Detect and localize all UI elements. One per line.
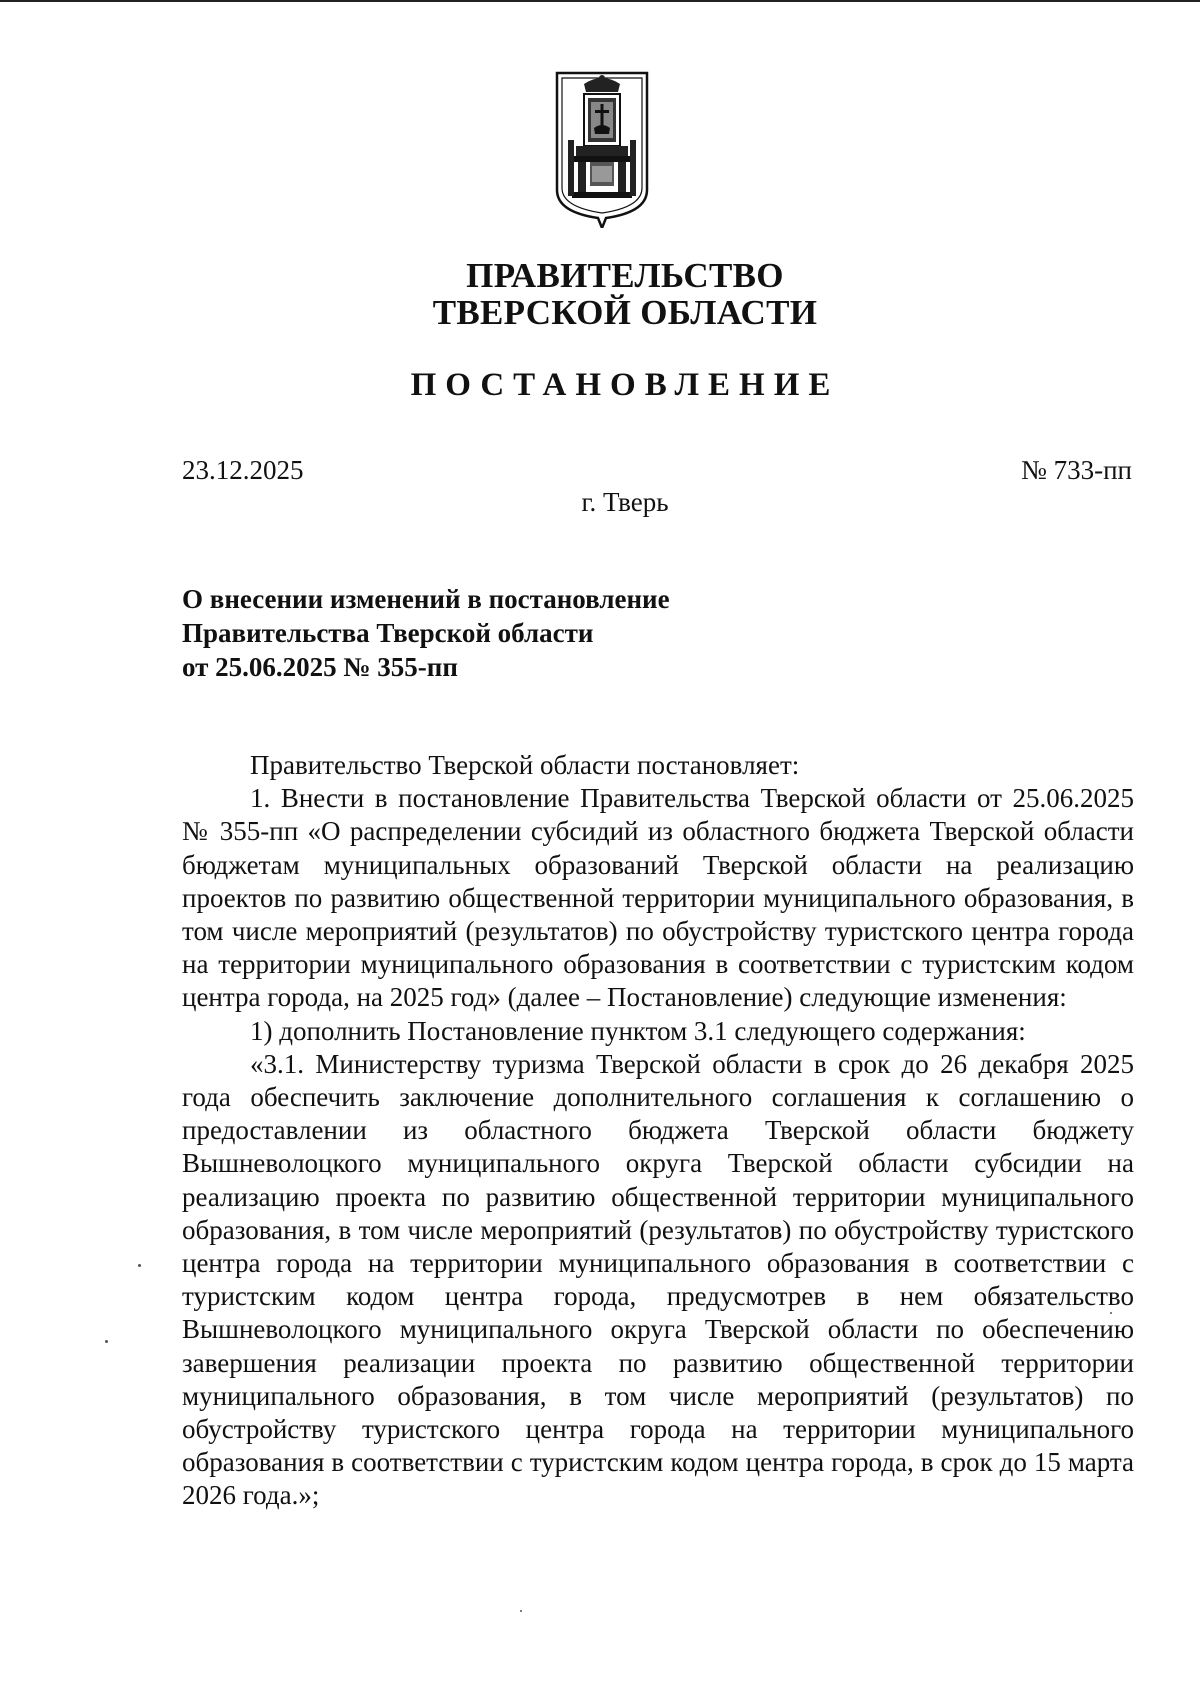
scan-speck — [138, 1264, 141, 1267]
document-type: ПОСТАНОВЛЕНИЕ — [410, 367, 840, 403]
government-title — [0, 257, 1200, 331]
item-1-paragraph: 1. Внести в постановление Правительства Тверской области от 25.06.2025 № 355-пп «О распределении субсидий из областного бюджета Тверской области бюджетам муниципальных образований Тверской области на реализацию проектов по развитию общественной территории муниципального образования, в том числе мероприятий (результатов) по обустройству туристского центра города на территории муниципального образования в соответствии с туристским кодом центра города, на 2025 год» (далее – Постановление) следующие изменения: — [182, 783, 1134, 1013]
subitem-1-paragraph: 1) дополнить Постановление пунктом 3.1 следующего содержания: — [250, 1015, 1026, 1046]
coat-of-arms-icon — [554, 70, 650, 228]
clause-3-1-paragraph: «3.1. Министерству туризма Тверской области в срок до 26 декабря 2025 года обеспечить заключение дополнительного соглашения к соглашению о предоставлении из областного бюджета Тверской области бюджету Вышневолоцкого муниципального округа Тверской области субсидии на реализацию проекта по развитию общественной территории муниципального образования, в том числе мероприятий (результатов) по обустройству туристского центра города на территории муниципального образования в соответствии с туристским кодом центра города, предусмотрев в нем обязательство Вышневолоцкого муниципального округа Тверской области по обеспечению завершения реализации проекта по развитию общественной территории муниципального образования, в том числе мероприятий (результатов) по обустройству туристского центра города на территории муниципального образования в соответствии с туристским кодом центра города, в срок до 15 марта 2026 года.»; — [182, 1048, 1134, 1511]
document-subject — [182, 582, 670, 684]
subject-line1: О внесении изменений в постановление — [182, 584, 670, 614]
document-number: № 733-пп — [1021, 455, 1132, 485]
preamble-paragraph: Правительство Тверской области постановляет: — [250, 750, 800, 780]
scan-speck — [520, 1610, 522, 1612]
scan-edge-line — [0, 0, 1200, 2]
document-city: г. Тверь — [581, 487, 669, 517]
document-body — [182, 749, 1134, 1513]
scan-speck — [1110, 1312, 1112, 1314]
scan-speck — [105, 1340, 108, 1343]
government-title-line1: ПРАВИТЕЛЬСТВО — [466, 256, 784, 295]
document-date: 23.12.2025 — [182, 455, 304, 485]
subject-line2: Правительства Тверской области — [182, 618, 594, 648]
government-title-line2: ТВЕРСКОЙ ОБЛАСТИ — [432, 293, 818, 332]
subject-line3: от 25.06.2025 № 355-пп — [182, 652, 458, 682]
